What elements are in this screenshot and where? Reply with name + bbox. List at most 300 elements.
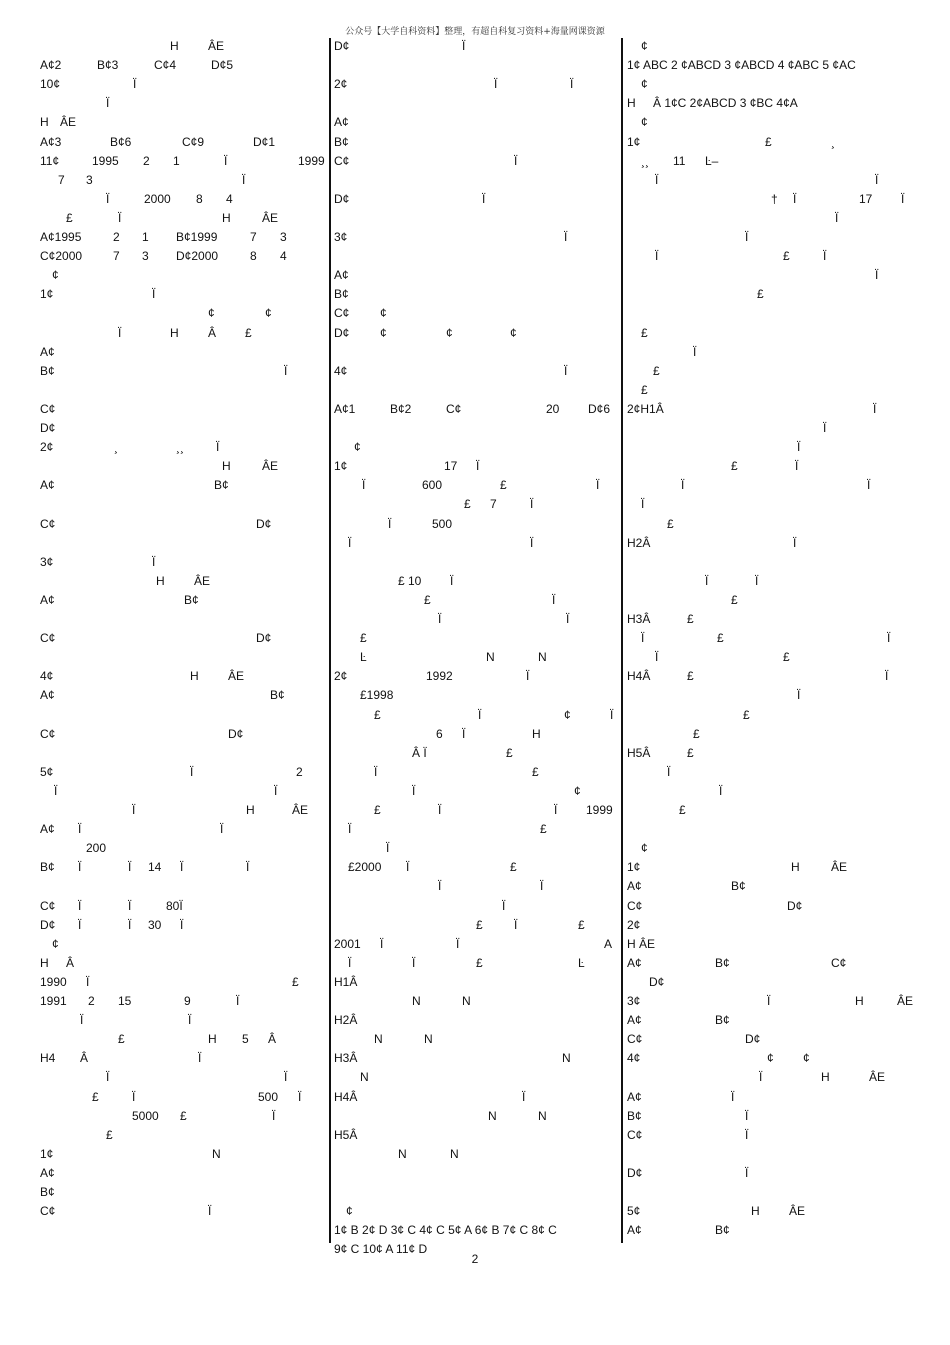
text-fragment: 1999 bbox=[298, 153, 325, 168]
text-fragment: N bbox=[488, 1108, 497, 1123]
text-fragment: 1995 bbox=[92, 153, 119, 168]
text-fragment: N bbox=[450, 1146, 459, 1161]
text-fragment: Ï bbox=[284, 1070, 288, 1085]
text-line bbox=[40, 917, 328, 933]
text-fragment: Ï bbox=[755, 573, 759, 588]
text-fragment: Ï bbox=[797, 688, 801, 703]
text-fragment: 7 bbox=[58, 172, 65, 187]
text-line bbox=[334, 1165, 620, 1181]
text-fragment: Ï bbox=[190, 764, 194, 779]
text-line bbox=[627, 401, 927, 417]
text-fragment: £ bbox=[687, 612, 694, 626]
text-line bbox=[40, 1089, 328, 1105]
text-line bbox=[627, 1050, 927, 1066]
text-line bbox=[334, 363, 620, 379]
text-fragment: Ï bbox=[128, 917, 132, 932]
text-line bbox=[627, 802, 927, 818]
text-line bbox=[334, 1146, 620, 1162]
text-fragment: 1¢ ABC 2 ¢ABCD 3 ¢ABCD 4 ¢ABC 5 ¢AC bbox=[627, 58, 856, 73]
text-fragment: N bbox=[374, 1032, 383, 1047]
text-line bbox=[627, 363, 927, 379]
text-fragment: Â bbox=[66, 955, 75, 970]
text-line bbox=[627, 707, 927, 723]
text-line bbox=[40, 1165, 328, 1181]
text-fragment: ¢ bbox=[52, 936, 59, 951]
text-fragment: Ï bbox=[362, 478, 366, 493]
text-fragment: 80Ï bbox=[166, 898, 183, 913]
text-fragment: B¢ bbox=[715, 1223, 730, 1238]
text-fragment: 8 bbox=[250, 249, 257, 264]
text-fragment: D¢6 bbox=[588, 401, 611, 416]
text-fragment: H bbox=[190, 669, 199, 684]
text-line bbox=[40, 821, 328, 837]
text-fragment: Ï bbox=[224, 153, 228, 168]
text-fragment: C¢2000 bbox=[40, 249, 83, 264]
text-line bbox=[40, 1012, 328, 1028]
text-fragment: ÂE bbox=[60, 115, 77, 130]
text-fragment: ÂE bbox=[194, 573, 211, 588]
text-line bbox=[627, 592, 927, 608]
text-line bbox=[334, 573, 620, 589]
text-fragment: Ï bbox=[118, 210, 122, 225]
text-fragment: H bbox=[532, 726, 541, 741]
text-fragment: £1998 bbox=[360, 688, 394, 703]
text-fragment: 600 bbox=[422, 478, 443, 493]
text-line bbox=[627, 1089, 927, 1105]
text-fragment: £ bbox=[424, 592, 431, 607]
text-fragment: A¢ bbox=[627, 1223, 642, 1238]
text-line bbox=[627, 153, 927, 169]
text-line bbox=[334, 1184, 620, 1200]
text-fragment: Ï bbox=[86, 974, 90, 989]
text-fragment: A¢ bbox=[627, 1089, 642, 1104]
text-fragment: ¢ bbox=[641, 115, 648, 130]
text-fragment: 11 bbox=[673, 153, 686, 168]
text-fragment: 1 bbox=[142, 230, 149, 244]
text-fragment: ÂE bbox=[897, 994, 914, 1008]
text-fragment: ÂE bbox=[869, 1070, 886, 1085]
text-line bbox=[334, 840, 620, 856]
text-fragment: 1¢ bbox=[40, 287, 54, 302]
text-fragment: Ï bbox=[514, 153, 518, 168]
text-line bbox=[334, 630, 620, 646]
text-fragment: £ bbox=[245, 325, 252, 340]
text-fragment: 6 bbox=[436, 726, 443, 741]
text-fragment: Ï bbox=[406, 860, 410, 875]
text-fragment: Â bbox=[80, 1051, 89, 1066]
text-fragment: A bbox=[604, 936, 613, 951]
text-line bbox=[334, 898, 620, 914]
text-fragment: Ï bbox=[78, 898, 82, 913]
text-fragment: Ï bbox=[641, 631, 645, 646]
text-fragment: Ï bbox=[731, 1089, 735, 1104]
text-fragment: £ bbox=[106, 1127, 113, 1142]
text-fragment: D¢ bbox=[256, 516, 272, 531]
text-fragment: ÂE bbox=[262, 210, 279, 225]
text-fragment: † bbox=[771, 191, 778, 206]
text-fragment: A¢ bbox=[40, 822, 55, 837]
text-fragment: A¢ bbox=[40, 688, 55, 703]
text-fragment: A¢ bbox=[334, 115, 349, 130]
text-fragment: 7 bbox=[490, 497, 497, 512]
text-line bbox=[40, 344, 328, 360]
text-fragment: D¢1 bbox=[253, 134, 276, 149]
text-line bbox=[40, 305, 328, 321]
text-fragment: ÂE bbox=[262, 459, 279, 474]
text-line bbox=[40, 993, 328, 1009]
column-right bbox=[627, 38, 927, 1243]
text-fragment: Ï bbox=[552, 592, 556, 607]
text-fragment: 500 bbox=[258, 1089, 279, 1104]
text-fragment: Â Ï bbox=[412, 745, 427, 760]
text-fragment: Ï bbox=[118, 325, 122, 340]
text-fragment: C¢9 bbox=[182, 134, 205, 149]
text-fragment: H bbox=[156, 573, 165, 588]
text-line bbox=[334, 726, 620, 742]
text-fragment: 5¢ bbox=[627, 1204, 641, 1219]
text-fragment: £ bbox=[653, 363, 660, 378]
text-line bbox=[40, 630, 328, 646]
text-line bbox=[334, 191, 620, 207]
text-fragment: H bbox=[222, 210, 231, 225]
text-fragment: Ï bbox=[348, 822, 352, 837]
text-line bbox=[627, 573, 927, 589]
text-fragment: Ï bbox=[450, 573, 454, 588]
text-line bbox=[334, 859, 620, 875]
text-fragment: ¢ bbox=[803, 1051, 810, 1066]
text-line bbox=[627, 745, 927, 761]
text-line bbox=[627, 439, 927, 455]
column-middle bbox=[334, 38, 620, 1257]
text-fragment: £ bbox=[180, 1108, 187, 1123]
text-line bbox=[627, 878, 927, 894]
text-line bbox=[40, 955, 328, 971]
text-fragment: Ï bbox=[641, 497, 645, 512]
text-line bbox=[627, 229, 927, 245]
text-fragment: A¢ bbox=[627, 1013, 642, 1028]
text-fragment: £ bbox=[374, 707, 381, 722]
text-fragment: Ŀ bbox=[360, 650, 367, 665]
text-fragment: C¢ bbox=[40, 631, 56, 646]
text-fragment: ¢ bbox=[380, 325, 387, 340]
text-fragment: £ bbox=[667, 516, 674, 531]
text-fragment: Ï bbox=[456, 936, 460, 951]
text-line bbox=[40, 1050, 328, 1066]
text-fragment: ¢ bbox=[52, 268, 59, 283]
text-line bbox=[627, 1127, 927, 1143]
text-fragment: ÂE bbox=[208, 39, 225, 53]
text-line bbox=[334, 382, 620, 398]
text-fragment: 15 bbox=[118, 994, 132, 1008]
text-fragment: A¢ bbox=[40, 344, 55, 359]
text-line bbox=[334, 802, 620, 818]
text-fragment: 1¢ B 2¢ D 3¢ C 4¢ C 5¢ A 6¢ B 7¢ C 8¢ C bbox=[334, 1223, 557, 1238]
text-fragment: Ï bbox=[564, 363, 568, 378]
text-fragment: N bbox=[538, 1108, 547, 1123]
text-fragment: Ï bbox=[180, 860, 184, 875]
text-line bbox=[40, 477, 328, 493]
text-line bbox=[627, 630, 927, 646]
text-fragment: D¢ bbox=[745, 1032, 761, 1047]
text-line bbox=[334, 1127, 620, 1143]
text-line bbox=[627, 76, 927, 92]
text-fragment: Ï bbox=[298, 1089, 302, 1104]
text-fragment: H bbox=[855, 994, 864, 1008]
text-fragment: 2¢ bbox=[627, 917, 641, 932]
text-line bbox=[40, 172, 328, 188]
text-fragment: £ bbox=[360, 631, 367, 646]
text-line bbox=[334, 821, 620, 837]
text-fragment: Ŀ‒ bbox=[705, 153, 719, 168]
text-fragment: H4Â bbox=[334, 1089, 358, 1104]
text-fragment: Ï bbox=[887, 631, 891, 646]
text-fragment: Â bbox=[208, 325, 217, 340]
text-line bbox=[334, 649, 620, 665]
text-fragment: B¢ bbox=[214, 478, 229, 493]
text-line bbox=[627, 898, 927, 914]
text-fragment: C¢ bbox=[446, 401, 462, 416]
text-fragment: ¢ bbox=[564, 707, 571, 722]
text-fragment: £ bbox=[118, 1032, 125, 1047]
text-line bbox=[40, 573, 328, 589]
column-left bbox=[40, 38, 328, 1243]
text-line bbox=[627, 1108, 927, 1124]
text-fragment: 1¢ bbox=[334, 459, 348, 474]
text-fragment: A¢ bbox=[627, 879, 642, 894]
text-fragment: Ï bbox=[274, 783, 278, 798]
text-fragment: 2 bbox=[296, 764, 303, 779]
text-line bbox=[40, 554, 328, 570]
text-fragment: ÂE bbox=[292, 803, 309, 817]
text-line bbox=[40, 764, 328, 780]
text-fragment: Ï bbox=[78, 917, 82, 932]
text-line bbox=[627, 344, 927, 360]
text-fragment: Ï bbox=[438, 803, 442, 817]
text-fragment: £2000 bbox=[348, 860, 382, 875]
text-line bbox=[627, 974, 927, 990]
text-line bbox=[334, 1108, 620, 1124]
text-fragment: £ bbox=[464, 497, 471, 512]
text-line bbox=[334, 764, 620, 780]
text-fragment: ¢ bbox=[767, 1051, 774, 1066]
text-fragment: D¢ bbox=[334, 191, 350, 206]
text-fragment: C¢ bbox=[334, 306, 350, 321]
text-line bbox=[334, 535, 620, 551]
text-line bbox=[627, 611, 927, 627]
text-fragment: Ï bbox=[767, 994, 771, 1008]
text-line bbox=[334, 1203, 620, 1219]
text-fragment: D¢ bbox=[649, 974, 665, 989]
text-fragment: Ï bbox=[106, 191, 110, 206]
text-fragment: £ bbox=[731, 592, 738, 607]
text-fragment: £ bbox=[510, 860, 517, 875]
text-line bbox=[334, 153, 620, 169]
text-fragment: Ï bbox=[526, 669, 530, 684]
text-fragment: Ï bbox=[106, 1070, 110, 1085]
text-fragment: £ bbox=[540, 822, 547, 837]
text-fragment: Ï bbox=[152, 554, 156, 569]
text-fragment: 2 bbox=[88, 994, 95, 1008]
text-fragment: Ï bbox=[208, 1204, 212, 1219]
text-fragment: Ï bbox=[438, 879, 442, 894]
text-fragment: 17 bbox=[444, 459, 458, 474]
text-fragment: H bbox=[246, 803, 255, 817]
text-fragment: Ï bbox=[610, 707, 614, 722]
text-line bbox=[627, 1165, 927, 1181]
text-fragment: Ï bbox=[54, 783, 58, 798]
text-fragment: Ï bbox=[462, 39, 466, 53]
text-fragment: H bbox=[751, 1204, 760, 1219]
text-fragment: £ bbox=[66, 210, 73, 225]
text-fragment: C¢ bbox=[334, 153, 350, 168]
text-line bbox=[334, 76, 620, 92]
text-fragment: D¢ bbox=[334, 39, 350, 53]
text-fragment: 1 bbox=[173, 153, 180, 168]
text-fragment: Â bbox=[268, 1032, 277, 1047]
text-line bbox=[40, 535, 328, 551]
text-fragment: Ï bbox=[236, 994, 240, 1008]
text-fragment: N bbox=[486, 650, 495, 665]
text-line bbox=[627, 936, 927, 952]
text-fragment: B¢ bbox=[715, 955, 730, 970]
text-fragment: ¢ bbox=[346, 1204, 353, 1219]
text-fragment: Ï bbox=[655, 172, 659, 187]
text-fragment: 1992 bbox=[426, 669, 453, 684]
text-line bbox=[627, 783, 927, 799]
text-fragment: £ bbox=[765, 134, 772, 149]
text-line bbox=[40, 1031, 328, 1047]
text-line bbox=[627, 172, 927, 188]
text-line bbox=[40, 840, 328, 856]
text-line bbox=[40, 363, 328, 379]
text-fragment: ¸¸ bbox=[176, 440, 184, 455]
text-fragment: Ï bbox=[78, 860, 82, 875]
text-line bbox=[627, 993, 927, 1009]
text-fragment: 2¢ bbox=[334, 77, 348, 92]
text-fragment: Ï bbox=[693, 344, 697, 359]
text-fragment: Ï bbox=[667, 764, 671, 779]
text-fragment: £ bbox=[783, 650, 790, 665]
text-fragment: 14 bbox=[148, 860, 162, 875]
text-fragment: Ï bbox=[272, 1108, 276, 1123]
text-fragment: C¢ bbox=[40, 898, 56, 913]
text-line bbox=[40, 1069, 328, 1085]
text-line bbox=[627, 764, 927, 780]
text-fragment: Ï bbox=[745, 1127, 749, 1142]
text-line bbox=[627, 305, 927, 321]
text-fragment: C¢ bbox=[831, 955, 847, 970]
text-line bbox=[627, 917, 927, 933]
text-fragment: £ bbox=[717, 631, 724, 646]
text-fragment: £ bbox=[687, 669, 694, 684]
text-fragment: B¢ bbox=[334, 134, 349, 149]
text-fragment: 200 bbox=[86, 841, 107, 856]
text-line bbox=[334, 936, 620, 952]
text-line bbox=[334, 496, 620, 512]
text-fragment: Ï bbox=[596, 478, 600, 493]
text-fragment: 3¢ bbox=[334, 230, 348, 244]
text-line bbox=[334, 286, 620, 302]
text-line bbox=[627, 1069, 927, 1085]
text-fragment: Ï bbox=[478, 707, 482, 722]
text-line bbox=[334, 1012, 620, 1028]
text-fragment: 3 bbox=[86, 172, 93, 187]
text-line bbox=[334, 707, 620, 723]
text-fragment: A¢3 bbox=[40, 134, 62, 149]
text-fragment: B¢ bbox=[731, 879, 746, 894]
text-line bbox=[627, 726, 927, 742]
text-line bbox=[627, 248, 927, 264]
text-fragment: Ï bbox=[875, 268, 879, 283]
text-line bbox=[40, 229, 328, 245]
text-fragment: Ï bbox=[80, 1013, 84, 1028]
text-fragment: B¢ bbox=[627, 1108, 642, 1123]
text-line bbox=[334, 611, 620, 627]
text-fragment: H bbox=[40, 955, 49, 970]
text-fragment: Ï bbox=[128, 898, 132, 913]
text-fragment: H bbox=[170, 325, 179, 340]
text-line bbox=[334, 401, 620, 417]
text-line bbox=[40, 668, 328, 684]
text-fragment: A¢1 bbox=[334, 401, 356, 416]
text-line bbox=[334, 38, 620, 54]
text-fragment: Ŀ bbox=[578, 955, 585, 970]
text-fragment: Â 1¢C 2¢ABCD 3 ¢BC 4¢A bbox=[653, 96, 798, 111]
text-line bbox=[334, 325, 620, 341]
text-fragment: H bbox=[627, 96, 636, 111]
text-fragment: H5Â bbox=[627, 745, 651, 760]
text-line bbox=[627, 382, 927, 398]
text-fragment: Ï bbox=[188, 1013, 192, 1028]
text-fragment: 500 bbox=[432, 516, 453, 531]
text-fragment: Ï bbox=[132, 803, 136, 817]
text-fragment: 8 bbox=[196, 191, 203, 206]
text-fragment: 7 bbox=[250, 230, 257, 244]
text-fragment: H4Â bbox=[627, 669, 651, 684]
text-fragment: Ï bbox=[462, 726, 466, 741]
text-fragment: ¢ bbox=[641, 39, 648, 53]
text-fragment: Ï bbox=[875, 172, 879, 187]
text-line bbox=[334, 1031, 620, 1047]
text-fragment: 9 bbox=[184, 994, 191, 1008]
text-line bbox=[40, 134, 328, 150]
text-fragment: C¢ bbox=[40, 1204, 56, 1219]
text-fragment: Ï bbox=[106, 96, 110, 111]
text-line bbox=[627, 668, 927, 684]
text-line bbox=[334, 477, 620, 493]
text-fragment: Ï bbox=[873, 401, 877, 416]
text-fragment: 3 bbox=[142, 249, 149, 264]
text-fragment: £ bbox=[578, 917, 585, 932]
text-fragment: Ï bbox=[745, 1165, 749, 1180]
text-fragment: 1¢ bbox=[40, 1146, 54, 1161]
text-line bbox=[627, 191, 927, 207]
text-fragment: 4 bbox=[226, 191, 233, 206]
text-line bbox=[40, 248, 328, 264]
text-fragment: N bbox=[212, 1146, 221, 1161]
text-fragment: 3¢ bbox=[627, 994, 641, 1008]
text-fragment: Ï bbox=[793, 535, 797, 550]
text-fragment: ÂE bbox=[228, 669, 245, 684]
text-line bbox=[40, 1108, 328, 1124]
text-fragment: 2 bbox=[113, 230, 120, 244]
text-line bbox=[627, 1012, 927, 1028]
text-fragment: 4¢ bbox=[627, 1051, 641, 1066]
text-fragment: 9¢ C 10¢ A 11¢ D bbox=[334, 1242, 428, 1257]
text-line bbox=[627, 477, 927, 493]
text-fragment: £ bbox=[641, 382, 648, 397]
text-fragment: ¢ bbox=[510, 325, 517, 340]
